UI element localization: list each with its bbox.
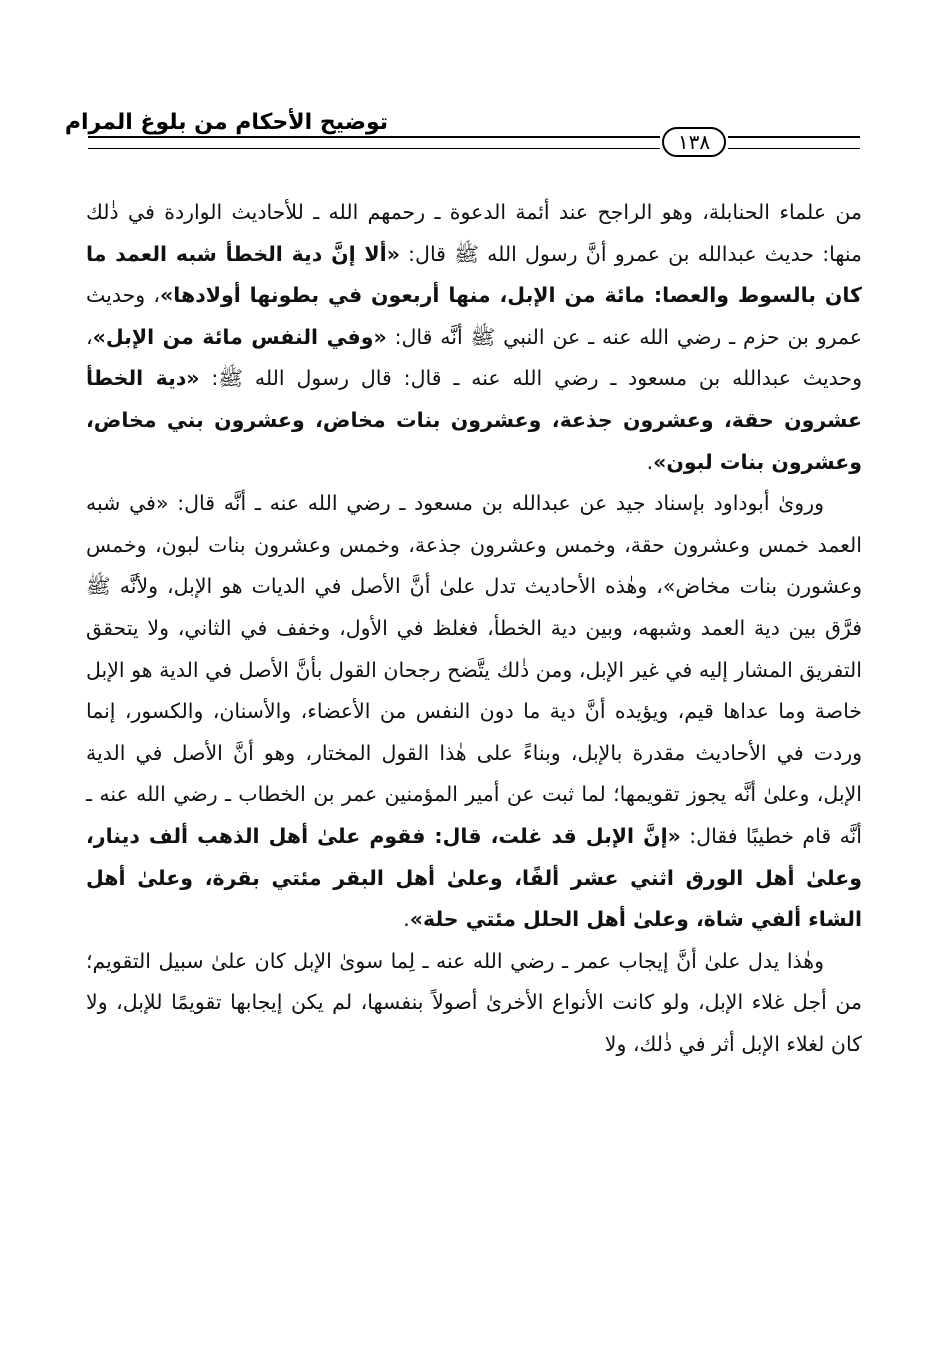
text-segment: . [646,449,654,474]
paragraph [86,941,862,1066]
page-number: ١٣٨ [662,127,726,157]
text-segment: ورویٰ أبوداود بإسناد جيد عن عبدالله بن مسعود ـ رضي الله عنه ـ أنَّه قال: «في شبه العمد خمس وعشرون حقة، وخمس وعشرون جذعة، وخمس وعشرون بنات لبون، وخمس وعشورن بنات مخاض»، وهٰذه الأحاديث تدل علىٰ أنَّ الأصل في الديات هو الإبل، ولأنَّه ﷺ فرَّق بين دية العمد وشبهه، وبين دية الخطأ، فغلظ في الأول، وخفف في الثاني، ولا يتحقق التفريق المشار إليه في غير الإبل، ومن ذٰلك يتَّضح رجحان القول بأنَّ الأصل في الدية هو الإبل خاصة وما عداها قيم، ويؤيده أنَّ دية ما دون النفس من الأعضاء، والأسنان، والكسور، إنما وردت في الأحاديث مقدرة بالإبل، وبناءً على هٰذا القول المختار، وهو أنَّ الأصل في الدية الإبل، وعلىٰ أنَّه يجوز تقويمها؛ لما ثبت عن أمير المؤمنين عمر بن الخطاب ـ رضي الله عنه ـ أنَّه قام خطيبًا فقال: [86,491,862,848]
header-rule-top-right [728,136,860,138]
header-rule-bottom-right [728,148,860,149]
text-segment: ، وحديث عمرو بن حزم ـ رضي الله عنه ـ عن النبي ﷺ أنَّه قال: [86,283,862,349]
hadith-quote: «ألا إنَّ دية الخطأ شبه العمد ما كان بالسوط والعصا: مائة من الإبل، منها أربعون في بطونها أولادها» [86,241,862,308]
text-segment: من علماء الحنابلة، وهو الراجح عند أئمة الدعوة ـ رحمهم الله ـ للأحاديث الواردة في ذٰلك منها: حديث عبدالله بن عمرو أنَّ رسول الله ﷺ قال: [86,200,862,266]
running-title: توضيح الأحكام من بلوغ المرام [64,110,388,135]
hadith-quote: «دية الخطأ عشرون حقة، وعشرون جذعة، وعشرون بنات مخاض، وعشرون بني مخاض، وعشرون بنات لبون» [86,366,862,474]
header-rule-top-left [88,136,660,138]
text-segment: ، وحديث عبدالله بن مسعود ـ رضي الله عنه ـ قال: قال رسول الله ﷺ: [86,324,862,391]
header-rule-bottom-left [88,148,660,149]
paragraph [86,483,862,941]
main-text [86,192,862,1065]
text-segment: وهٰذا يدل علىٰ أنَّ إيجاب عمر ـ رضي الله عنه ـ لِما سوىٰ الإبل كان علىٰ سبيل التقويم؛ من أجل غلاء الإبل، ولو كانت الأنواع الأخرىٰ أصولاً بنفسها، لم يكن إيجابها تقويمًا للإبل، ولا كان لغلاء الإبل أثر في ذٰلك، ولا [86,948,862,1056]
hadith-quote: «وفي النفس مائة من الإبل» [92,324,387,349]
text-segment: . [403,907,410,932]
hadith-quote: «إنَّ الإبل قد غلت، قال: فقوم علىٰ أهل الذهب ألف دينار، وعلىٰ أهل الورق اثني عشر ألفًا، وعلىٰ أهل البقر مئتي بقرة، وعلىٰ أهل الشاء ألفي شاة، وعلىٰ أهل الحلل مئتي حلة» [86,823,862,932]
paragraph [86,192,862,483]
